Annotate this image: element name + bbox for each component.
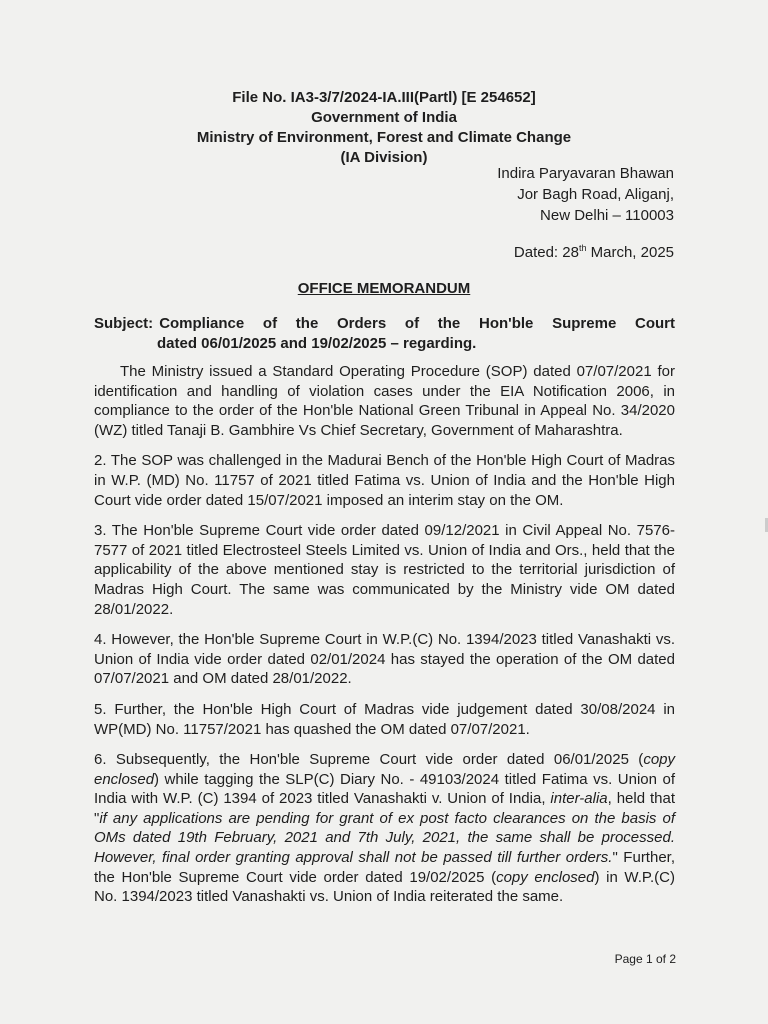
date-ordinal: th (578, 243, 587, 253)
paragraph-1: The Ministry issued a Standard Operating Procedure (SOP) dated 07/07/2021 for identification and handling of violation cases under the EIA Notification 2006, in compliance to the order of the Hon'ble National Green Tribunal in Appeal No. 34/2020 (WZ) titled Tanaji B. Gambhire Vs Chief Secretary, Government of Maharashtra. (94, 363, 675, 439)
letterhead (0, 88, 768, 168)
date-suffix: March, 2025 (586, 244, 674, 261)
address-line-1: Indira Paryavaran Bhawan (497, 165, 674, 182)
p6-italic-quote: if any applications are pending for grant of ex post facto clearances on the basis of OMs dated 19th February, 2021 and 7th July, 2021, the same shall be processed. However, final order granting approval shall not be passed till further orders. (94, 809, 675, 867)
address-block (497, 163, 674, 226)
subject-block (94, 314, 675, 354)
p6-text-a: 6. Subsequently, the Hon'ble Supreme Court vide order dated 06/01/2025 ( (94, 751, 644, 769)
p6-text-c: ) while tagging the SLP(C) Diary No. - 49103/2024 titled Fatima vs. Union of India with W.P. (C) 1394 of 2023 titled Vanashakti v. Union of India, (94, 770, 675, 808)
government-name: Government of India (311, 109, 457, 126)
subject-line-1: Compliance of the Orders of the Hon'ble Supreme Court (159, 315, 675, 332)
p6-text-i: ) in W.P.(C) No. 1394/2023 titled Vanashakti vs. Union of India reiterated the same. (94, 868, 675, 906)
p6-italic-copy-2: copy enclosed (496, 868, 595, 886)
p6-italic-copy-1: copy enclosed (94, 751, 675, 788)
paragraph-3: 3. The Hon'ble Supreme Court vide order dated 09/12/2021 in Civil Appeal No. 7576-7577 of 2021 titled Electrosteel Steels Limited vs. Union of India and Ors., held that the applicability of the above mentioned stay is restricted to the territorial jurisdiction of Madras High Court. The same was communicated by the Ministry vide OM dated 28/01/2022. (94, 522, 675, 618)
paragraph-5: 5. Further, the Hon'ble High Court of Madras vide judgement dated 30/08/2024 in WP(MD) No. 11757/2021 has quashed the OM dated 07/07/2021. (94, 700, 675, 738)
paragraph-4: 4. However, the Hon'ble Supreme Court in W.P.(C) No. 1394/2023 titled Vanashakti vs. Union of India vide order dated 02/01/2024 has stayed the operation of the OM dated 07/07/2021 and OM dated 28/01/2022. (94, 631, 675, 688)
subject-line-2: dated 06/01/2025 and 19/02/2025 – regarding. (157, 335, 477, 352)
address-line-3: New Delhi – 110003 (540, 207, 674, 224)
memorandum-title: OFFICE MEMORANDUM (297, 280, 471, 297)
date-line (514, 243, 674, 261)
file-number: File No. IA3-3/7/2024-IA.III(Partl) [E 254652] (232, 89, 536, 106)
p6-text-g: " Further, the Hon'ble Supreme Court vide order dated 19/02/2025 ( (94, 849, 675, 886)
page-number: Page 1 of 2 (614, 952, 676, 966)
memo-body (94, 362, 675, 918)
division-name: (IA Division) (340, 149, 428, 166)
date-prefix: Dated: 28 (513, 244, 579, 261)
ministry-name: Ministry of Environment, Forest and Climate Change (196, 129, 572, 146)
p6-text-e: , held that " (94, 790, 675, 827)
paragraph-2: 2. The SOP was challenged in the Madurai Bench of the Hon'ble High Court of Madras in W.P. (MD) No. 11757 of 2021 titled Fatima vs. Union of India and the Hon'ble High Court vide order dated 15/07/2021 imposed an interim stay on the OM. (94, 452, 675, 509)
subject-label: Subject: (94, 315, 154, 332)
address-line-2: Jor Bagh Road, Aliganj, (517, 186, 674, 203)
p6-italic-inter-alia: inter-alia (550, 790, 608, 808)
paragraph-6 (94, 750, 675, 907)
